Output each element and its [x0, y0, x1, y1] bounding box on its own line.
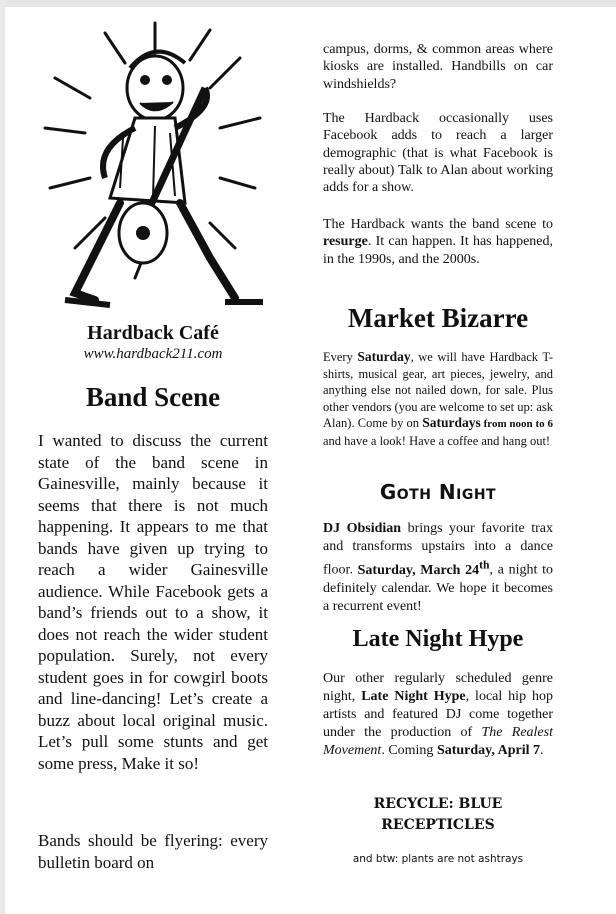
market-text-a: Every	[323, 350, 358, 364]
resurge-text-a: The Hardback wants the band scene to	[323, 217, 553, 232]
recycle-line-2: RECEPTICLES	[381, 817, 495, 833]
band-scene-heading: Band Scene	[85, 382, 221, 412]
late-bold: Late Night Hype	[361, 689, 466, 704]
flyering-paragraph: campus, dorms, & common areas where kiosks are installed. Handbills on car windshields?	[323, 42, 553, 92]
cafe-url: www.hardback211.com	[83, 346, 223, 362]
late-date: Saturday, April 7	[436, 743, 541, 758]
goth-date	[357, 558, 490, 578]
goth-dj-name: DJ Obsidian	[323, 521, 402, 536]
market-saturdays: Saturdays	[422, 415, 481, 430]
band-scene-paragraph: I wanted to discuss the current state of the band scene in Gainesville, mainly because it seems that there is not much happening. It appears to me that bands have given up trying to reach a wider Gainesville audience. While Facebook gets a band’s friends out to a show, it does not reach the wider student population. Surely, not every student goes in for cowgirl boots and line-dancing! Let’s create a buzz about local original music. Let’s pull some stunts and get some press, Make it so!	[38, 431, 268, 773]
goth-date-sup: th	[479, 558, 490, 571]
market-paragraph	[323, 349, 553, 449]
resurge-paragraph	[323, 216, 553, 268]
late-text-a: Our other regularly scheduled genre night,	[323, 671, 553, 704]
late-text-c: . Coming	[381, 743, 437, 758]
goth-night-paragraph	[323, 520, 553, 616]
late-text-b: , local hip hop artists and featured DJ come together under the production of	[323, 689, 553, 740]
recycle-notice	[323, 794, 553, 836]
goth-text-a: brings your favorite trax and transforms upstairs into a dance floor.	[323, 521, 553, 578]
guitarist-illustration	[35, 18, 275, 308]
cafe-title: Hardback Café	[87, 322, 219, 344]
goth-night-heading: Goth Night	[379, 480, 497, 504]
market-time: from noon to 6	[480, 418, 553, 430]
page-left-edge	[0, 0, 5, 914]
resurge-bold: resurge	[323, 234, 368, 250]
market-saturday: Saturday	[357, 349, 411, 364]
market-text-c: and have a look! Have a coffee and hang out!	[323, 433, 551, 448]
late-night-heading: Late Night Hype	[352, 626, 524, 652]
late-italic: The Realest Movement	[323, 725, 553, 758]
late-night-paragraph	[323, 670, 553, 760]
market-text-b: , we will have Hardback T-shirts, musical gear, art pieces, jewelry, and anything else not nailed down, for sale. Plus other vendors (you are welcome to set up: ask Alan). Come by on	[323, 350, 553, 430]
resurge-text-b: . It can happen. It has happened, in the 1990s, and the 2000s.	[323, 234, 553, 267]
band-scene-paragraph-2: Bands should be flyering: every bulletin board on	[38, 831, 268, 872]
facebook-paragraph: The Hardback occasionally uses Facebook adds to reach a larger demographic (that is what Facebook is really about) Talk to Alan about working adds for a show.	[323, 111, 553, 196]
page-top-bar	[0, 0, 616, 7]
btw-note: and btw: plants are not ashtrays	[352, 853, 524, 865]
recycle-line-1: RECYCLE: BLUE	[373, 796, 503, 812]
goth-text-b: , a night to definitely calendar. We hope it becomes a recurrent event!	[323, 562, 554, 614]
goth-date-text: Saturday, March 24	[357, 562, 480, 578]
late-text-d: .	[540, 743, 544, 758]
market-heading: Market Bizarre	[347, 303, 529, 333]
